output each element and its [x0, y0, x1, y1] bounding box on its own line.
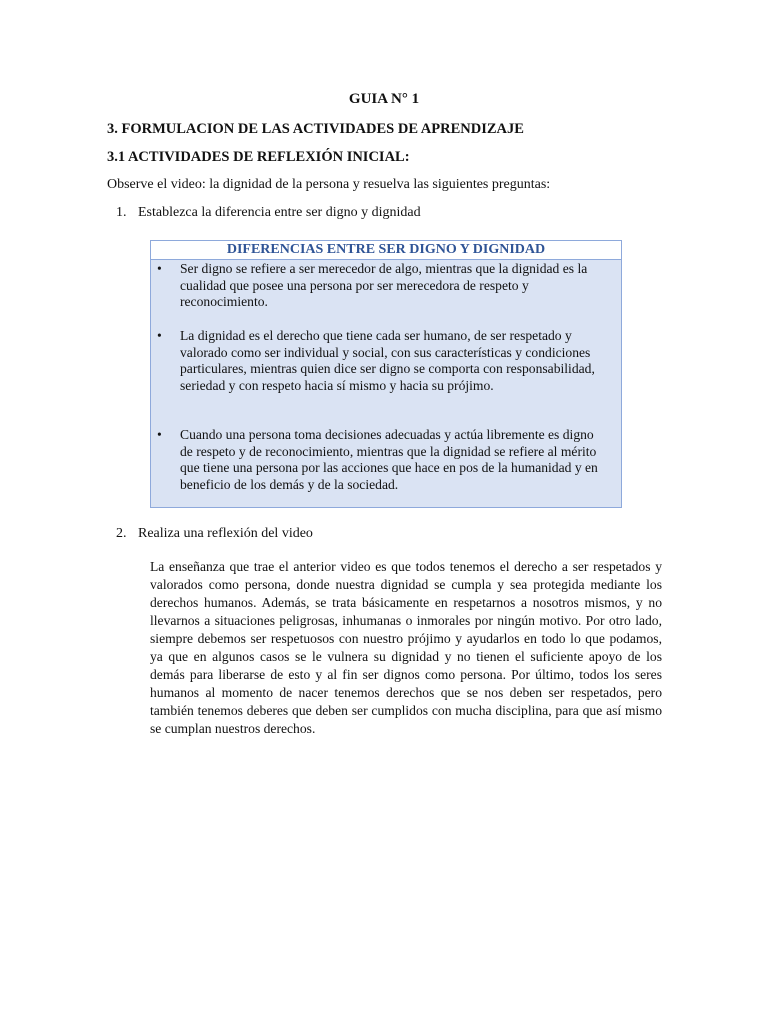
- bullet-icon: •: [157, 328, 162, 343]
- intro-paragraph: Observe el video: la dignidad de la persona y resuelva las siguientes preguntas:: [107, 177, 551, 192]
- differences-table: [150, 240, 622, 508]
- question-number: 2.: [116, 526, 127, 541]
- list-item-text: La dignidad es el derecho que tiene cada ser humano, de ser respetado y valorado como ser individual y social, con sus características y condiciones particulares, mientras quien dice ser digno se comporta con responsabilidad, seriedad y con respeto hacia sí mismo y hacia su prójimo.: [180, 328, 595, 393]
- reflection-paragraph: La enseñanza que trae el anterior video es que todos tenemos el derecho a ser respetados y valorados como persona, donde nuestra dignidad se cumpla y sea protegida mediante los derechos humanos. Además, se trata básicamente en respetarnos a nosotros mismos, y no llevarnos a situaciones peligrosas, inhumanas o inmorales por ningún motivo. Por otro lado, siempre debemos ser respetuosos con nuestro prójimo y ayudarlos en todo lo que podamos, ya que en algunos casos se le vulnera su dignidad y no tienen el suficiente apoyo de los demás para liberarse de esto y al fin ser dignos como persona. Por último, todos los seres humanos al momento de nacer tenemos derechos que se nos deben ser respetados, pero también tenemos deberes que deben ser cumplidos con mucha disciplina, para que así mismo se cumplan nuestros derechos.: [150, 559, 662, 736]
- question-2: [116, 526, 313, 542]
- bullet-icon: •: [157, 261, 162, 276]
- question-text: Realiza una reflexión del video: [138, 526, 313, 541]
- table-header: DIFERENCIAS ENTRE SER DIGNO Y DIGNIDAD: [151, 241, 621, 260]
- subsection-heading: 3.1 ACTIVIDADES DE REFLEXIÓN INICIAL:: [107, 149, 410, 165]
- list-item-text: Cuando una persona toma decisiones adecuadas y actúa libremente es digno de respeto y de reconocimiento, mientras que la dignidad se refiere al mérito que tiene una persona por las acciones que hace en pos de la humanidad y en beneficio de los demás y de la sociedad.: [180, 427, 598, 492]
- question-text: Establezca la diferencia entre ser digno y dignidad: [138, 205, 421, 220]
- section-heading: 3. FORMULACION DE LAS ACTIVIDADES DE APRENDIZAJE: [107, 121, 524, 137]
- bullet-icon: •: [157, 427, 162, 442]
- question-number: 1.: [116, 205, 127, 220]
- question-1: [116, 205, 421, 221]
- document-title: GUIA N° 1: [348, 91, 420, 107]
- list-item-text: Ser digno se refiere a ser merecedor de algo, mientras que la dignidad es la cualidad que posee una persona por ser merecedora de respeto y reconocimiento.: [180, 261, 588, 309]
